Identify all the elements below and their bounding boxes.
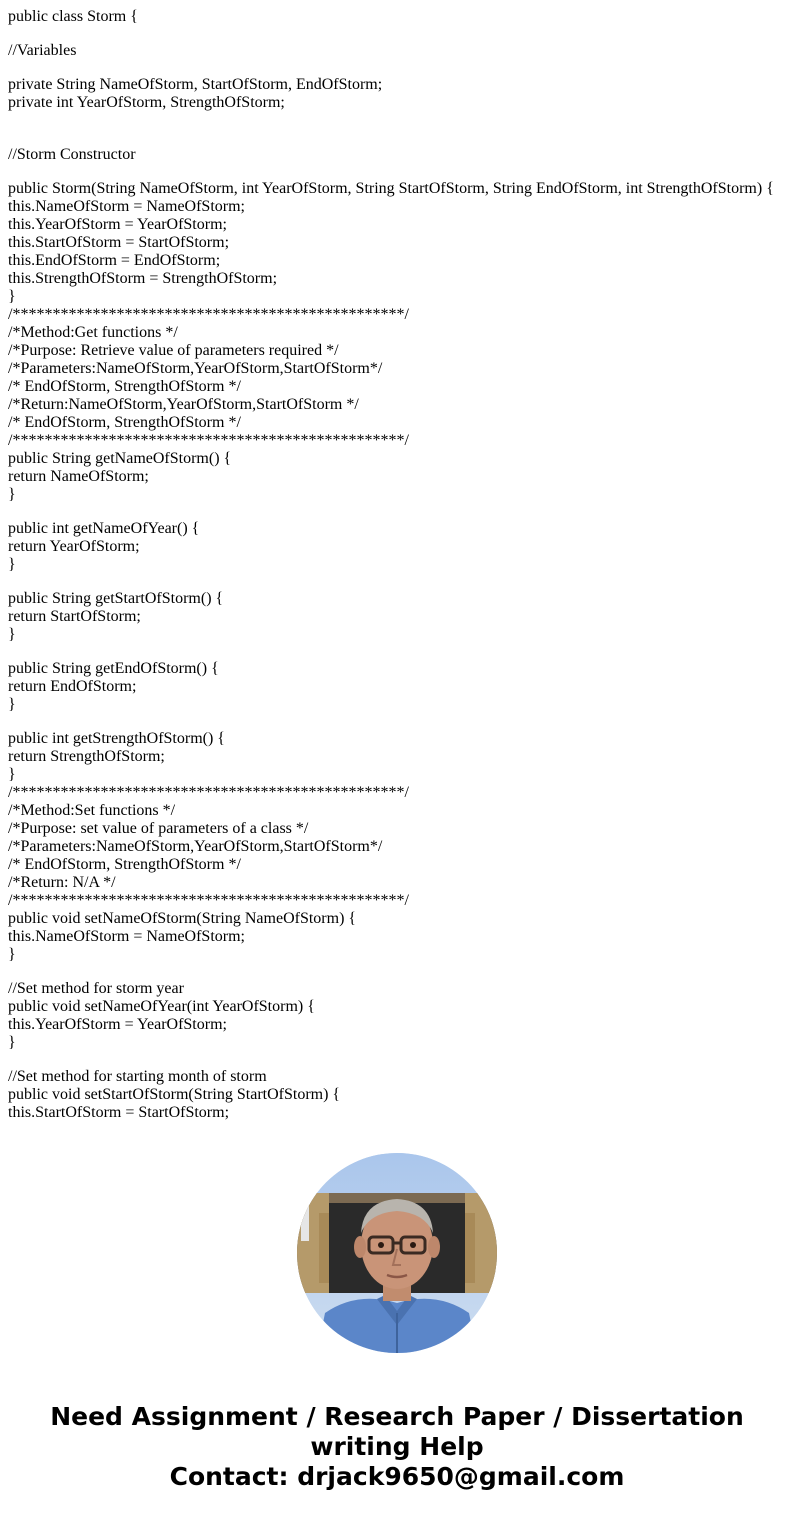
code-line: }	[8, 946, 16, 963]
code-line: }	[8, 486, 16, 503]
code-line: return NameOfStorm;	[8, 468, 149, 485]
code-line: //Set method for starting month of storm	[8, 1068, 267, 1085]
code-line-blank	[8, 504, 788, 520]
code-line: private int YearOfStorm, StrengthOfStorm;	[8, 94, 285, 111]
code-line: this.StartOfStorm = StartOfStorm;	[8, 234, 230, 251]
code-line-blank	[8, 1052, 788, 1068]
code-line: /*Method:Set functions */	[8, 802, 176, 819]
code-line: /*Return:NameOfStorm,YearOfStorm,StartOfStorm */	[8, 396, 359, 413]
code-line: this.NameOfStorm = NameOfStorm;	[8, 198, 245, 215]
code-line-blank	[8, 714, 788, 730]
avatar	[297, 1153, 497, 1353]
code-line: public void setNameOfYear(int YearOfStorm) {	[8, 998, 315, 1015]
code-line: public class Storm {	[8, 8, 138, 25]
code-line: /*************************************************/	[8, 784, 409, 801]
code-line: this.YearOfStorm = YearOfStorm;	[8, 1016, 227, 1033]
code-line: public int getStrengthOfStorm() {	[8, 730, 225, 747]
code-listing	[8, 8, 788, 1122]
code-line-blank	[8, 60, 788, 76]
code-line: //Set method for storm year	[8, 980, 184, 997]
code-line-blank	[8, 112, 788, 146]
person-photo-icon	[297, 1153, 497, 1353]
promo-headline: Need Assignment / Research Paper / Dissertation	[50, 1402, 744, 1431]
promo-footer	[0, 1402, 794, 1492]
code-line-blank	[8, 644, 788, 660]
code-line: return StartOfStorm;	[8, 608, 141, 625]
promo-contact: Contact: drjack9650@gmail.com	[169, 1462, 625, 1491]
code-line: //Variables	[8, 42, 77, 59]
code-line: /*************************************************/	[8, 892, 409, 909]
code-line: /*Return: N/A */	[8, 874, 116, 891]
code-line: this.NameOfStorm = NameOfStorm;	[8, 928, 245, 945]
code-line: this.StartOfStorm = StartOfStorm;	[8, 1104, 230, 1121]
code-line: /*Parameters:NameOfStorm,YearOfStorm,StartOfStorm*/	[8, 360, 383, 377]
code-line: }	[8, 556, 16, 573]
code-line: //Storm Constructor	[8, 146, 136, 163]
code-line: public void setStartOfStorm(String StartOfStorm) {	[8, 1086, 341, 1103]
code-line-blank	[8, 26, 788, 42]
code-line: /* EndOfStorm, StrengthOfStorm */	[8, 414, 241, 431]
code-line: }	[8, 766, 16, 783]
code-line: return StrengthOfStorm;	[8, 748, 165, 765]
code-line: /*************************************************/	[8, 432, 409, 449]
code-line: }	[8, 288, 16, 305]
code-line: return YearOfStorm;	[8, 538, 140, 555]
code-line: private String NameOfStorm, StartOfStorm, EndOfStorm;	[8, 76, 383, 93]
code-line: public Storm(String NameOfStorm, int YearOfStorm, String StartOfStorm, String EndOfStorm, int StrengthOfStorm) {	[8, 180, 774, 197]
code-line: public int getNameOfYear() {	[8, 520, 200, 537]
code-line: }	[8, 696, 16, 713]
code-line: this.StrengthOfStorm = StrengthOfStorm;	[8, 270, 278, 287]
code-line-blank	[8, 964, 788, 980]
code-line: /* EndOfStorm, StrengthOfStorm */	[8, 378, 241, 395]
promo-subheadline: writing Help	[310, 1432, 484, 1461]
code-line: /*************************************************/	[8, 306, 409, 323]
code-line: /*Purpose: Retrieve value of parameters required */	[8, 342, 339, 359]
code-line: /* EndOfStorm, StrengthOfStorm */	[8, 856, 241, 873]
code-line: public void setNameOfStorm(String NameOfStorm) {	[8, 910, 357, 927]
code-line: /*Parameters:NameOfStorm,YearOfStorm,StartOfStorm*/	[8, 838, 383, 855]
code-line: public String getNameOfStorm() {	[8, 450, 232, 467]
code-line: }	[8, 1034, 16, 1051]
code-line: /*Purpose: set value of parameters of a class */	[8, 820, 309, 837]
code-line: return EndOfStorm;	[8, 678, 137, 695]
code-line: this.EndOfStorm = EndOfStorm;	[8, 252, 221, 269]
code-line: }	[8, 626, 16, 643]
code-line-blank	[8, 164, 788, 180]
code-line-blank	[8, 574, 788, 590]
code-line: this.YearOfStorm = YearOfStorm;	[8, 216, 227, 233]
code-line: /*Method:Get functions */	[8, 324, 178, 341]
code-line: public String getEndOfStorm() {	[8, 660, 219, 677]
code-line: public String getStartOfStorm() {	[8, 590, 224, 607]
